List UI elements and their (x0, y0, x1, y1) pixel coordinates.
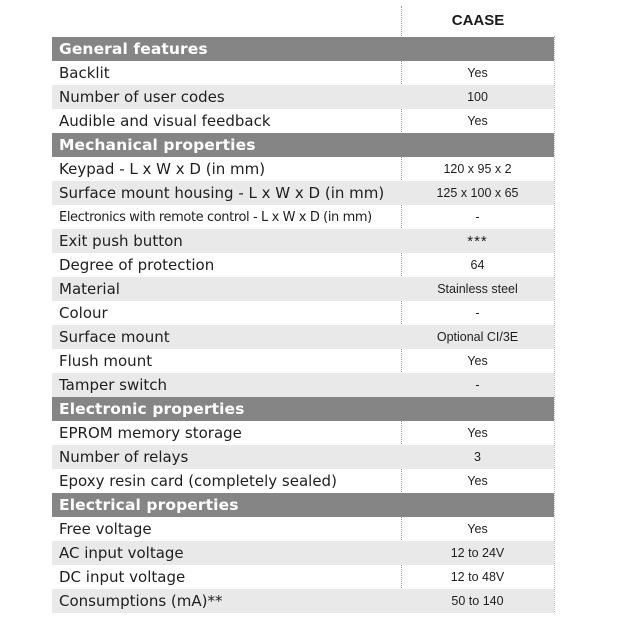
table-row (52, 445, 554, 469)
section-title: Electrical properties (59, 496, 239, 514)
row-value: Yes (467, 354, 488, 368)
table-row (52, 61, 554, 85)
table-row (52, 181, 554, 205)
section-title: Mechanical properties (59, 136, 256, 154)
row-value: - (475, 210, 480, 224)
row-value: Yes (467, 426, 488, 440)
section-general-features (52, 37, 554, 61)
row-label: Electronics with remote control - L x W x D (in mm) (59, 209, 372, 225)
section-electronic-properties (52, 397, 554, 421)
row-value: 3 (474, 450, 481, 464)
row-label: Audible and visual feedback (59, 112, 271, 130)
table-row (52, 421, 554, 445)
table-row (52, 277, 554, 301)
row-value: - (475, 378, 480, 392)
row-label: Material (59, 280, 120, 298)
row-label: Exit push button (59, 232, 183, 250)
row-value: 50 to 140 (451, 594, 504, 608)
row-value: 100 (467, 90, 488, 104)
row-value: 125 x 100 x 65 (436, 186, 519, 200)
row-value: Optional CI/3E (436, 330, 519, 344)
table-row (52, 301, 554, 325)
row-label: Backlit (59, 64, 110, 82)
section-mechanical-properties (52, 133, 554, 157)
row-label: Number of user codes (59, 88, 225, 106)
table-row (52, 589, 554, 613)
row-label: Free voltage (59, 520, 152, 538)
table-row (52, 349, 554, 373)
table-row (52, 325, 554, 349)
row-label: Colour (59, 304, 108, 322)
table-row (52, 469, 554, 493)
row-value: 64 (470, 258, 485, 272)
row-label: EPROM memory storage (59, 424, 242, 442)
table-row (52, 205, 554, 229)
section-electrical-properties (52, 493, 554, 517)
section-title: Electronic properties (59, 400, 245, 418)
row-value: 12 to 48V (450, 570, 505, 584)
row-label: Keypad - L x W x D (in mm) (59, 160, 266, 178)
row-value: 120 x 95 x 2 (443, 162, 512, 176)
row-value: 12 to 24V (450, 546, 505, 560)
row-value: Yes (467, 474, 488, 488)
table-row (52, 565, 554, 589)
row-label: Tamper switch (59, 376, 168, 394)
row-value: Yes (467, 66, 488, 80)
row-label: Surface mount housing - L x W x D (in mm) (59, 184, 385, 202)
table-row (52, 253, 554, 277)
column-header-caase: CAASE (451, 12, 505, 29)
table-row (52, 85, 554, 109)
table-row (52, 373, 554, 397)
row-value: - (475, 306, 480, 320)
row-value: Yes (467, 522, 488, 536)
row-value: Stainless steel (437, 282, 518, 296)
row-label: Surface mount (59, 328, 170, 346)
spec-table (52, 37, 554, 613)
row-label: Degree of protection (59, 256, 215, 274)
table-row (52, 157, 554, 181)
table-row (52, 541, 554, 565)
row-value: Yes (467, 114, 488, 128)
table-row (52, 229, 554, 253)
row-label: Consumptions (mA)** (59, 592, 223, 610)
row-label: Flush mount (59, 352, 153, 370)
row-label: Epoxy resin card (completely sealed) (59, 472, 337, 490)
row-label: AC input voltage (59, 544, 184, 562)
row-value: *** (467, 232, 488, 250)
table-row (52, 109, 554, 133)
right-divider (554, 36, 555, 612)
row-label: Number of relays (59, 448, 189, 466)
section-title: General features (59, 40, 208, 58)
table-row (52, 517, 554, 541)
row-label: DC input voltage (59, 568, 186, 586)
